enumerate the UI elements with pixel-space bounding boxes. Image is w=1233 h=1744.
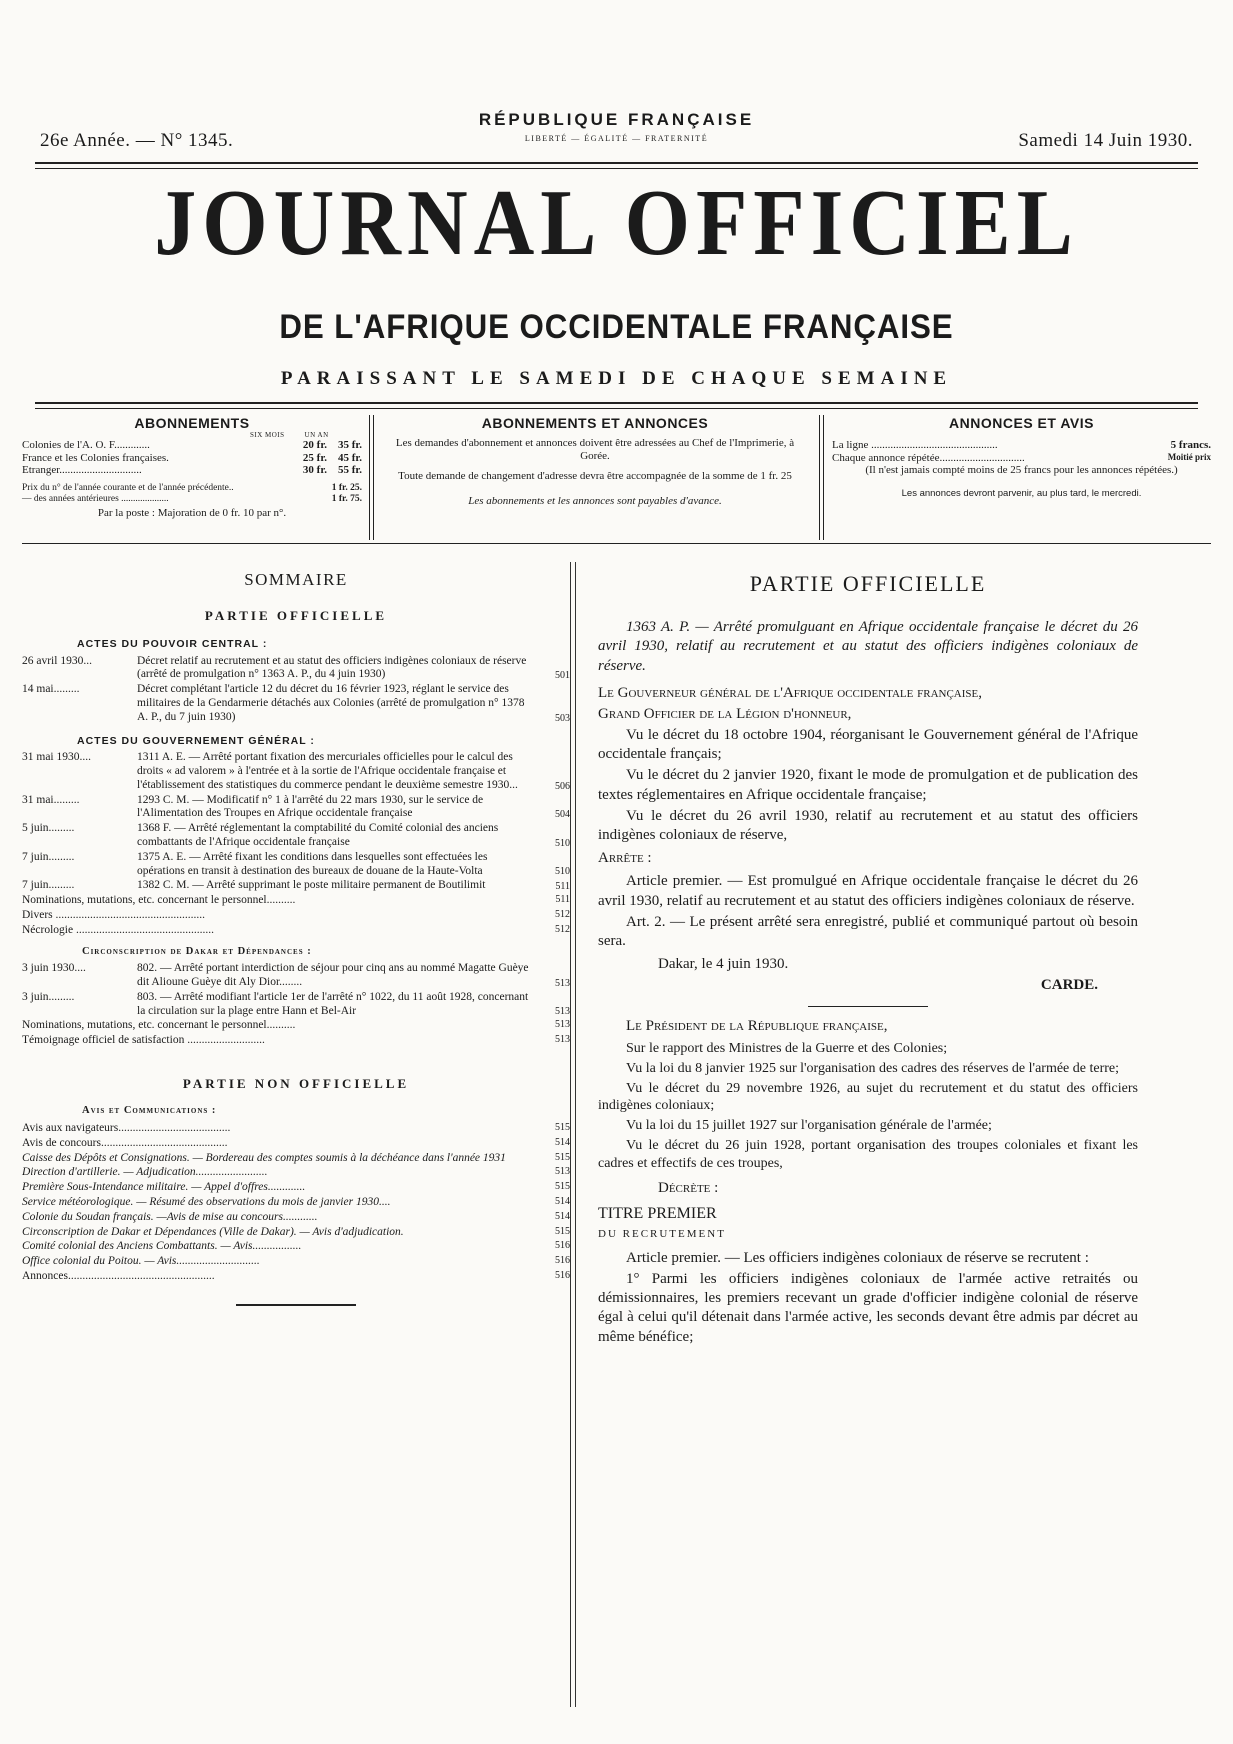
subscription-boxes (22, 415, 1211, 540)
section-dakar: Circonscription de Dakar et Dépendances : (82, 945, 312, 957)
abonnements-annonces-p2: Toute demande de changement d'adresse devra être accompagnée de la somme de 1 fr. 25 (398, 470, 792, 483)
abonnements-annonces-p3: Les abonnements et les annonces sont payables d'avance. (468, 495, 722, 508)
col-six-mois: SIX MOIS (250, 431, 285, 440)
sommaire-entry[interactable]: 5 juin......... 1368 F. — Arrêté réglementant la comptabilité du Comité colonial des anciens combattants de l'Afrique occidentale française 510 (22, 822, 570, 849)
sommaire-entry[interactable]: 7 juin......... 1375 A. E. — Arrêté fixant les conditions dans lesquelles sont effectuées les opérations en transit à destination des bureaux de douane de la Haute-Volta 510 (22, 850, 570, 878)
annonces-avis-heading: ANNONCES ET AVIS (949, 415, 1094, 431)
article-paragraph: Article premier. — Est promulgué en Afrique occidentale française le décret du 26 avril 1930, relatif au recrutement et au statut des officiers indigènes coloniaux de réserve. (598, 873, 1138, 909)
col-un-an: UN AN (304, 431, 329, 440)
republic-motto: LIBERTÉ — ÉGALITÉ — FRATERNITÉ (524, 134, 709, 143)
sommaire-part-officielle: PARTIE OFFICIELLE (204, 608, 388, 624)
rapport-paragraph: Vu la loi du 15 juillet 1927 sur l'organisation générale de l'armée; (626, 1118, 992, 1134)
box-divider (819, 415, 824, 540)
rate-row: Etranger.............................. 30 fr. 55 fr. (22, 464, 362, 477)
column-divider (575, 562, 576, 1707)
vu-paragraph: Vu le décret du 18 octobre 1904, réorganisant le Gouvernement général de l'Afrique occidentale français; (598, 727, 1138, 763)
journal-title: JOURNAL OFFICIEL (154, 171, 1079, 276)
masthead-rule (35, 162, 1198, 169)
abonnements-annonces-p1: Les demandes d'abonnement et annonces doivent être adressées au Chef de l'Imprimerie, à Gorée. (395, 437, 795, 462)
annonces-avis-box (832, 415, 1211, 540)
gouverneur-title: Grand Officier de la Légion d'honneur, (598, 705, 852, 722)
sommaire-line[interactable]: Annonces................................................... 516 (22, 1270, 570, 1283)
sommaire-line[interactable]: Nominations, mutations, etc. concernant le personnel.......... 513 (22, 1019, 570, 1032)
sommaire-line[interactable]: Avis aux navigateurs....................................... 515 (22, 1122, 570, 1135)
gouverneur-line: Le Gouverneur général de l'Afrique occidentale française, (598, 684, 982, 701)
place-date: Dakar, le 4 juin 1930. (658, 956, 789, 973)
section-pouvoir-central: ACTES DU POUVOIR CENTRAL : (77, 637, 268, 650)
sommaire-line[interactable]: Avis de concours............................................ 514 (22, 1136, 570, 1149)
journal-subtitle: DE L'AFRIQUE OCCIDENTALE FRANÇAISE (279, 308, 954, 346)
section-avis: Avis et Communications : (82, 1105, 217, 1117)
article-paragraph: 1° Parmi les officiers indigènes coloniaux de l'armée active retraités ou démissionnaires, les premiers recevant un grade d'officier indigène colonial de réserve égal à celui qu'il détenait dans l'armée active, les seconds devant être admis par décret au même bénéfice; (598, 1270, 1138, 1345)
sommaire-line[interactable]: Comité colonial des Anciens Combattants. — Avis................. 516 (22, 1240, 570, 1253)
issue-date: Samedi 14 Juin 1930. (1018, 130, 1193, 151)
article-paragraph: Art. 2. — Le présent arrêté sera enregistré, publié et communiqué partout où besoin sera. (598, 913, 1138, 949)
sommaire-part-non-officielle: PARTIE NON OFFICIELLE (182, 1075, 410, 1091)
sommaire-line[interactable]: Divers .................................................... 512 (22, 908, 570, 921)
republic-title: RÉPUBLIQUE FRANÇAISE (478, 110, 755, 129)
annonce-note: (Il n'est jamais compté moins de 25 francs pour les annonces répétées.) (865, 464, 1178, 477)
annonce-rate: Chaque annonce répétée............................... Moitié prix (832, 451, 1211, 464)
titre-heading: TITRE PREMIER (598, 1205, 717, 1223)
abonnements-annonces-heading: ABONNEMENTS ET ANNONCES (481, 415, 709, 431)
rate-row: France et les Colonies françaises. 25 fr. 45 fr. (22, 451, 362, 464)
decrete-label: Décrète : (658, 1180, 719, 1197)
sommaire-line[interactable]: Direction d'artillerie. — Adjudication......................... 513 (22, 1166, 570, 1179)
titre-subheading: DU RECRUTEMENT (598, 1227, 726, 1240)
sommaire-entry[interactable]: 31 mai 1930.... 1311 A. E. — Arrêté portant fixation des mercuriales officielles pour le calcul des droits « ad valorem » à l'entrée et à la sortie de l'Afrique occidentale française et l'établissement des statistiques du commerce pendant le deuxième semestre 1930... 506 (22, 751, 570, 792)
sommaire-heading: SOMMAIRE (244, 570, 348, 589)
annonce-deadline: Les annonces devront parvenir, au plus tard, le mercredi. (901, 488, 1142, 500)
sommaire-line[interactable]: Colonie du Soudan français. —Avis de mise au concours............ 514 (22, 1210, 570, 1223)
officielle-heading: PARTIE OFFICIELLE (749, 571, 987, 596)
publication-frequency: PARAISSANT LE SAMEDI DE CHAQUE SEMAINE (280, 368, 953, 389)
sommaire-entry[interactable]: 14 mai......... Décret complétant l'article 12 du décret du 16 février 1923, réglant le service des militaires de la Gendarmerie détachés aux Colonies (arrêté de promulgation n° 1378 A. P., du 7 juin 1930) 503 (22, 683, 570, 724)
rapport-paragraph: Vu le décret du 29 novembre 1926, au sujet du recrutement et du statut des officiers indigènes coloniaux; (598, 1080, 1138, 1114)
article-paragraph: Article premier. — Les officiers indigènes coloniaux de réserve se recrutent : (626, 1249, 1089, 1266)
sommaire-entry[interactable]: 3 juin 1930.... 802. — Arrêté portant interdiction de séjour pour cinq ans au nommé Magatte Guèye dit Alioune Guèye dit Aly Dior........ 513 (22, 962, 570, 989)
abonnements-heading: ABONNEMENTS (134, 415, 250, 431)
arrete-label: Arrête : (598, 850, 652, 867)
officielle-column (598, 570, 1138, 1349)
sommaire-line[interactable]: Nominations, mutations, etc. concernant le personnel.......... 511 (22, 894, 570, 907)
sommaire-entry[interactable]: 31 mai......... 1293 C. M. — Modificatif n° 1 à l'arrêté du 22 mars 1930, sur le service de l'Alimentation des Troupes en Afrique occidentale française 504 (22, 793, 570, 821)
sommaire-line[interactable]: Nécrologie ................................................ 512 (22, 923, 570, 936)
rapport-paragraph: Vu le décret du 26 juin 1928, portant organisation des troupes coloniales et fixant les cadres et effectifs de ces troupes, (598, 1138, 1138, 1172)
issue-number: 26e Année. — N° 1345. (40, 130, 234, 151)
box-divider (369, 415, 374, 540)
prix-row: Prix du n° de l'année courante et de l'année précédente.. 1 fr. 25. (22, 483, 362, 494)
sommaire-line[interactable]: Première Sous-Intendance militaire. — Appel d'offres............. 515 (22, 1181, 570, 1194)
rapport-paragraph: Sur le rapport des Ministres de la Guerre et des Colonies; (626, 1040, 948, 1056)
section-gouvernement-general: ACTES DU GOUVERNEMENT GÉNÉRAL : (77, 734, 315, 747)
sommaire-column (22, 570, 570, 1310)
sommaire-entry[interactable]: 7 juin......... 1382 C. M. — Arrêté supprimant le poste militaire permanent de Boutilimit 511 (22, 879, 570, 893)
section-rule (808, 1006, 928, 1007)
signature: CARDE. (1040, 977, 1098, 994)
masthead (40, 110, 1193, 160)
sommaire-line[interactable]: Service météorologique. — Résumé des observations du mois de janvier 1930.... 514 (22, 1196, 570, 1209)
ornament-divider (236, 1300, 356, 1310)
abonnements-box (22, 415, 362, 540)
boxes-bottom-rule (22, 543, 1211, 544)
president-line: Le Président de la République française, (626, 1017, 888, 1034)
poste-note: Par la poste : Majoration de 0 fr. 10 par n°. (97, 506, 287, 519)
sommaire-line[interactable]: Témoignage officiel de satisfaction ........................... 513 (22, 1034, 570, 1047)
rate-row: Colonies de l'A. O. F............. 20 fr. 35 fr. (22, 439, 362, 452)
header-rule (35, 402, 1198, 409)
prix-row: — des années antérieures .................... 1 fr. 75. (22, 493, 362, 504)
vu-paragraph: Vu le décret du 26 avril 1930, relatif au recrutement et au statut des officiers indigènes coloniaux de réserve, (598, 807, 1138, 844)
sommaire-entry[interactable]: 3 juin......... 803. — Arrêté modifiant l'article 1er de l'arrêté n° 1022, du 11 août 1928, concernant la circulation sur la plage entre Hann et Bel-Air 513 (22, 990, 570, 1018)
sommaire-line[interactable]: Office colonial du Poitou. — Avis............................. 516 (22, 1255, 570, 1268)
sommaire-line[interactable]: Circonscription de Dakar et Dépendances (Ville de Dakar). — Avis d'adjudication. 515 (22, 1225, 570, 1238)
abonnements-annonces-box (380, 415, 810, 540)
annonce-rate: La ligne .............................................. 5 francs. (832, 439, 1211, 452)
rapport-paragraph: Vu la loi du 8 janvier 1925 sur l'organisation des cadres des réserves de l'armée de terre; (626, 1060, 1120, 1076)
sommaire-line[interactable]: Caisse des Dépôts et Consignations. — Bordereau des comptes soumis à la déchéance dans l'année 1931 515 (22, 1151, 570, 1164)
vu-paragraph: Vu le décret du 2 janvier 1920, fixant le mode de promulgation et de publication des textes réglementaires en Afrique occidentale française; (598, 767, 1138, 803)
sommaire-entry[interactable]: 26 avril 1930... Décret relatif au recrutement et au statut des officiers indigènes coloniaux de réserve (arrêté de promulgation n° 1363 A. P., du 4 juin 1930) 501 (22, 654, 570, 682)
arrete-title: 1363 A. P. — Arrêté promulguant en Afrique occidentale française le décret du 26 avril 1930, relatif au recrutement et au statut des officiers indigènes coloniaux de réserve. (598, 619, 1138, 674)
column-divider (570, 562, 571, 1707)
